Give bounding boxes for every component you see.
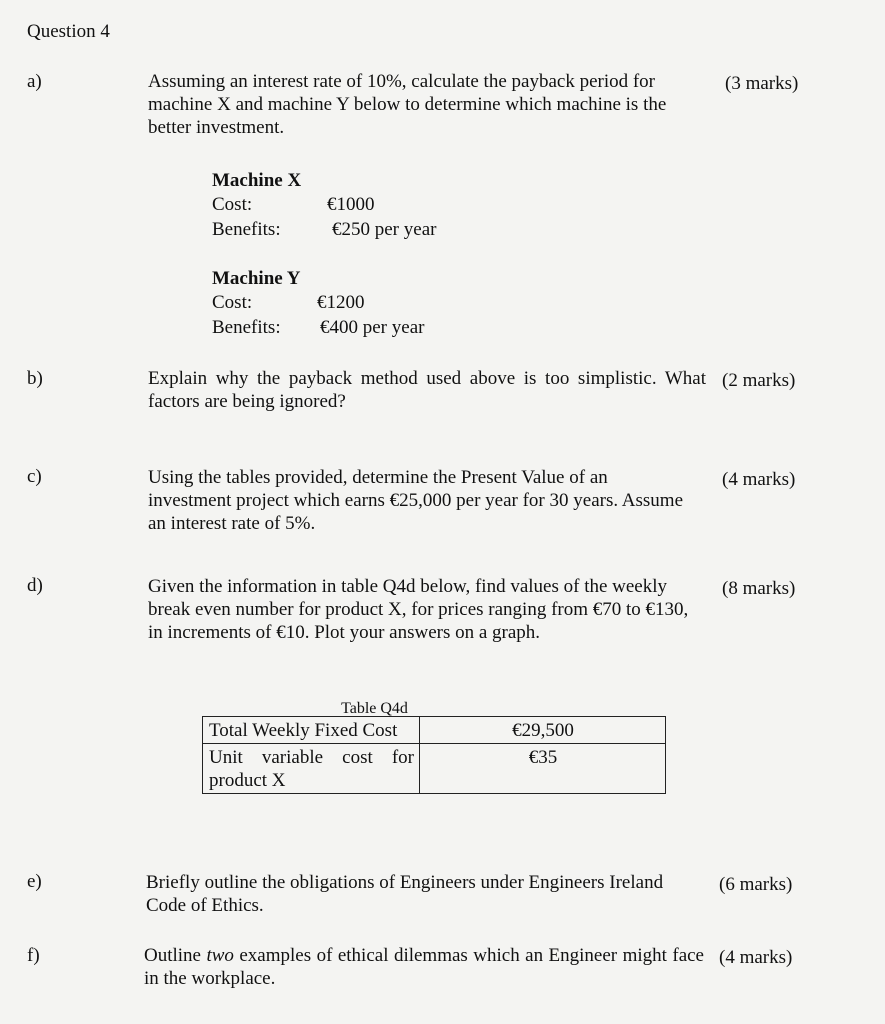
question-c-marks: (4 marks) xyxy=(722,469,796,490)
table-q4d-caption: Table Q4d xyxy=(341,700,408,717)
question-d-text: Given the information in table Q4d below, find values of the weekly break even number for product X, for prices ranging from €70 to €130, in increments of €10. Plot your answers on a graph. xyxy=(148,576,689,643)
question-e-marks: (6 marks) xyxy=(719,874,793,895)
machine-x-cost: €1000 xyxy=(327,194,375,215)
question-d-marks: (8 marks) xyxy=(722,578,796,599)
machine-y-block xyxy=(212,267,424,339)
machine-y-cost: €1200 xyxy=(317,292,365,313)
machine-y-benefits-label: Benefits: xyxy=(212,317,281,338)
question-a-label: a) xyxy=(27,71,42,92)
question-f-label: f) xyxy=(27,945,40,966)
question-f-text xyxy=(144,944,704,990)
table-cell-value: €29,500 xyxy=(420,717,666,744)
question-b-marks: (2 marks) xyxy=(722,370,796,391)
table-row xyxy=(203,744,666,794)
question-b-label: b) xyxy=(27,368,43,389)
machine-y-cost-label: Cost: xyxy=(212,292,253,313)
question-e-label: e) xyxy=(27,871,42,892)
table-cell-value: €35 xyxy=(420,744,666,794)
question-b-text: Explain why the payback method used above is too simplistic. What factors are being ignored? xyxy=(148,368,706,412)
question-f-text-emphasis: two xyxy=(206,945,234,966)
table-cell-label: Unit variable cost for product X xyxy=(203,744,420,794)
question-f-marks: (4 marks) xyxy=(719,947,793,968)
page-title: Question 4 xyxy=(27,21,110,42)
question-d-label: d) xyxy=(27,575,43,596)
machine-x-benefits-label: Benefits: xyxy=(212,219,281,240)
question-f-text-after: examples of ethical dilemmas which an Engineer might face in the workplace. xyxy=(144,945,704,989)
question-c-label: c) xyxy=(27,466,42,487)
question-a-text: Assuming an interest rate of 10%, calculate the payback period for machine X and machine Y below to determine which machine is the better investment. xyxy=(148,71,667,138)
machine-y-name: Machine Y xyxy=(212,268,301,289)
machine-x-name: Machine X xyxy=(212,170,302,191)
machine-y-benefits: €400 per year xyxy=(320,317,425,338)
machine-x-benefits: €250 per year xyxy=(332,219,437,240)
table-q4d xyxy=(202,716,666,794)
machine-x-block xyxy=(212,169,436,241)
question-a-marks: (3 marks) xyxy=(725,73,799,94)
question-f-text-before: Outline xyxy=(144,945,207,966)
question-c-text: Using the tables provided, determine the Present Value of an investment project which earns €25,000 per year for 30 years. Assume an interest rate of 5%. xyxy=(148,467,684,534)
question-e-text: Briefly outline the obligations of Engineers under Engineers Ireland Code of Ethics. xyxy=(146,872,664,916)
table-cell-label: Total Weekly Fixed Cost xyxy=(203,717,420,744)
machine-x-cost-label: Cost: xyxy=(212,194,253,215)
table-row xyxy=(203,717,666,744)
